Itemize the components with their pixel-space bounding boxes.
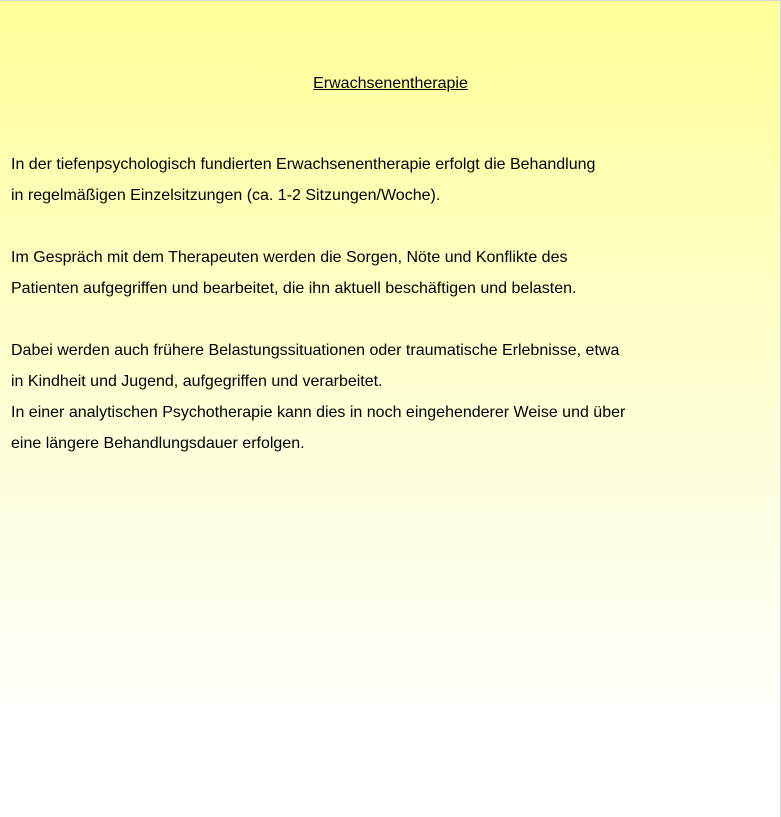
paragraph-spacer bbox=[11, 304, 751, 335]
paragraph-spacer bbox=[11, 211, 751, 242]
body-text bbox=[11, 149, 751, 459]
paragraph-behandlung bbox=[11, 149, 751, 211]
text-line: in Kindheit und Jugend, aufgegriffen und verarbeitet. bbox=[11, 373, 383, 390]
text-line: Patienten aufgegriffen und bearbeitet, die ihn aktuell beschäftigen und belasten. bbox=[11, 280, 577, 297]
text-line: in regelmäßigen Einzelsitzungen (ca. 1-2 Sitzungen/Woche). bbox=[11, 187, 441, 204]
text-line: Dabei werden auch frühere Belastungssituationen oder traumatische Erlebnisse, etwa bbox=[11, 342, 620, 359]
paragraph-belastung bbox=[11, 335, 751, 459]
text-line: Im Gespräch mit dem Therapeuten werden die Sorgen, Nöte und Konflikte des bbox=[11, 249, 568, 266]
paragraph-gespraech bbox=[11, 242, 751, 304]
text-line: In der tiefenpsychologisch fundierten Erwachsenentherapie erfolgt die Behandlung bbox=[11, 156, 596, 173]
text-line: eine längere Behandlungsdauer erfolgen. bbox=[11, 435, 305, 452]
text-line: In einer analytischen Psychotherapie kann dies in noch eingehenderer Weise und über bbox=[11, 404, 626, 421]
page-title: Erwachsenentherapie bbox=[313, 75, 468, 92]
